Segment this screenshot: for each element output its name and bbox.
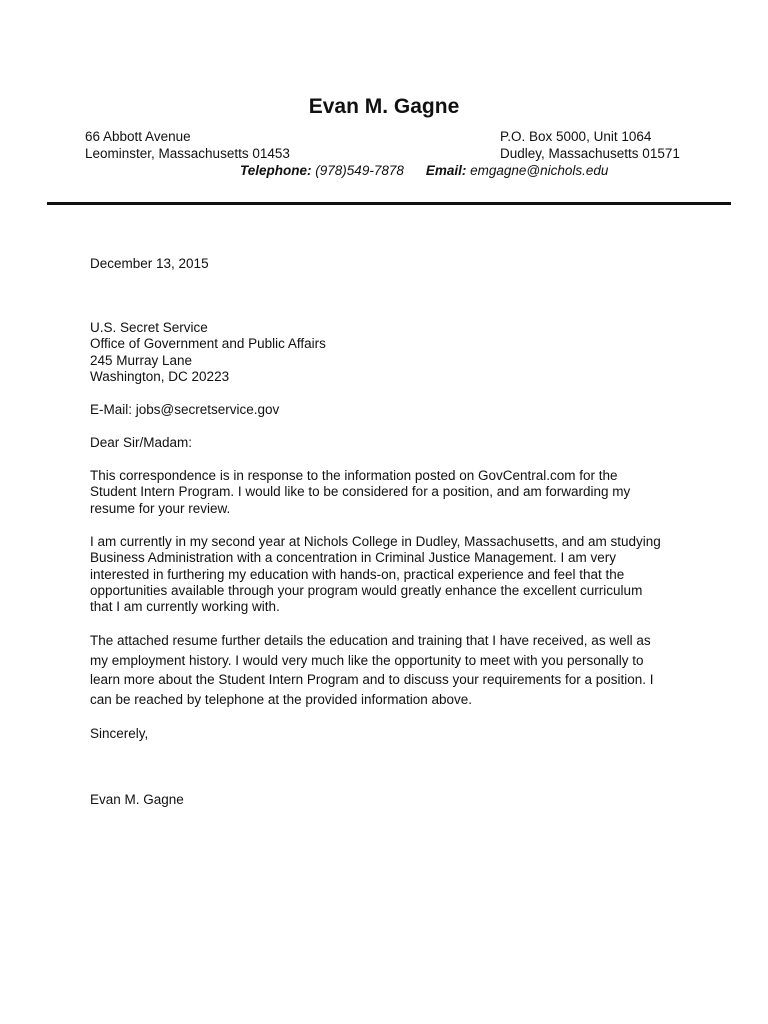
body-paragraph-3	[90, 631, 690, 709]
body-paragraph-2	[90, 534, 690, 615]
paragraph-line: Student Intern Program. I would like to be considered for a position, and am forwarding my	[90, 484, 631, 500]
paragraph-line: learn more about the Student Intern Program and to discuss your requirements for a position. I	[90, 672, 654, 687]
home-address-line: Leominster, Massachusetts 01453	[85, 145, 290, 161]
paragraph-line: resume for your review.	[90, 500, 231, 516]
paragraph-line: that I am currently working with.	[90, 599, 280, 615]
school-address	[500, 129, 680, 162]
telephone-label: Telephone:	[240, 163, 312, 178]
recipient-email: E-Mail: jobs@secretservice.gov	[90, 402, 280, 417]
letter-date: December 13, 2015	[90, 256, 209, 271]
school-address-line: Dudley, Massachusetts 01571	[500, 145, 680, 161]
email-value: emgagne@nichols.edu	[470, 163, 609, 178]
recipient-address	[90, 320, 690, 385]
recipient-line: Washington, DC 20223	[90, 368, 230, 384]
header-divider	[47, 202, 731, 205]
closing: Sincerely,	[90, 726, 149, 741]
telephone-value: (978)549-7878	[315, 163, 404, 178]
paragraph-line: interested in furthering my education with hands-on, practical experience and feel that the	[90, 566, 625, 582]
paragraph-line: can be reached by telephone at the provided information above.	[90, 691, 473, 707]
contact-line	[240, 163, 608, 180]
paragraph-line: I am currently in my second year at Nichols College in Dudley, Massachusetts, and am studying	[90, 534, 661, 549]
home-address-line: 66 Abbott Avenue	[85, 129, 191, 144]
paragraph-line: This correspondence is in response to the information posted on GovCentral.com for the	[90, 468, 618, 483]
paragraph-line: my employment history. I would very much like the opportunity to meet with you personally to	[90, 652, 644, 668]
home-address	[85, 129, 290, 162]
school-address-line: P.O. Box 5000, Unit 1064	[500, 129, 652, 144]
paragraph-line: The attached resume further details the education and training that I have received, as well as	[90, 633, 651, 648]
salutation: Dear Sir/Madam:	[90, 435, 193, 450]
body-paragraph-1	[90, 468, 690, 517]
recipient-line: Office of Government and Public Affairs	[90, 336, 326, 352]
email-label: Email:	[425, 163, 467, 178]
recipient-line: U.S. Secret Service	[90, 320, 208, 335]
recipient-line: 245 Murray Lane	[90, 352, 193, 368]
letterhead-name: Evan M. Gagne	[308, 95, 460, 118]
signature-name: Evan M. Gagne	[90, 792, 184, 807]
paragraph-line: Business Administration with a concentration in Criminal Justice Management. I am very	[90, 550, 616, 566]
paragraph-line: opportunities available through your program would greatly enhance the excellent curriculum	[90, 582, 643, 598]
